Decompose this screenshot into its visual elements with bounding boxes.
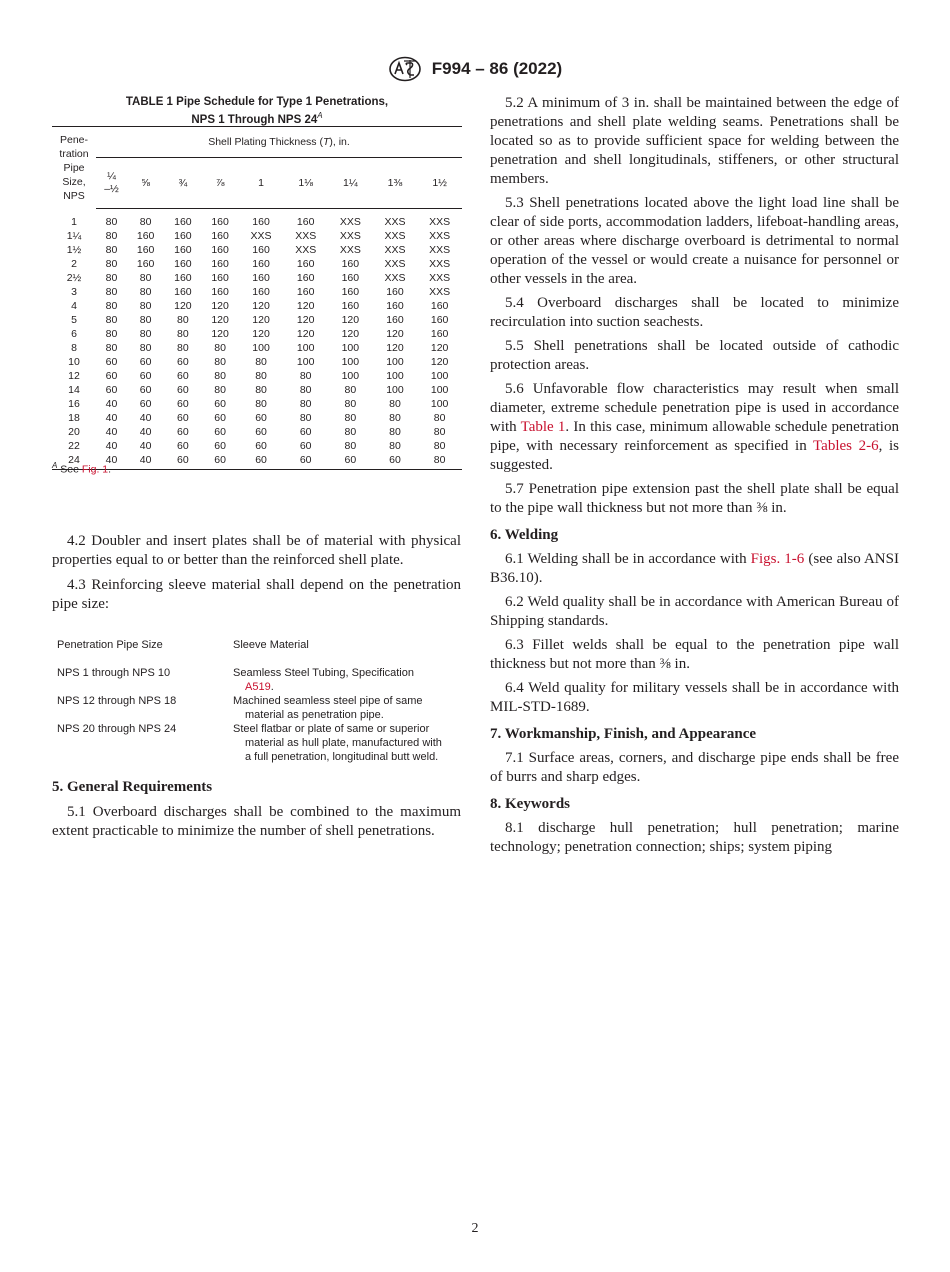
schedule-cell: 60 (214, 426, 226, 438)
schedule-cell: 80 (433, 426, 446, 438)
table-row (52, 209, 462, 230)
schedule-cell: 160 (252, 258, 270, 270)
section-6-heading: 6. Welding (490, 527, 559, 543)
table1-link[interactable]: Table 1 (520, 419, 566, 435)
schedule-cell: 60 (177, 440, 189, 452)
column-header: 1¼ (328, 158, 373, 209)
schedule-cell: 120 (252, 314, 270, 326)
shell-thickness-header (96, 127, 462, 158)
schedule-cell: 80 (344, 398, 357, 410)
schedule-cell: 60 (177, 398, 189, 410)
pipe-size-cell: 1 (71, 215, 77, 228)
schedule-cell: 60 (255, 412, 267, 424)
schedule-cell: 100 (430, 398, 449, 410)
schedule-cell: 160 (341, 286, 360, 298)
footnote-text: See (57, 463, 82, 476)
pipe-size-cell: 10 (68, 356, 80, 368)
schedule-cell: 80 (433, 440, 446, 452)
schedule-cell: 160 (211, 230, 229, 242)
schedule-cell: 80 (139, 314, 152, 326)
pipe-size-cell: 4 (71, 300, 77, 312)
stub-header-line: Pene- (59, 133, 89, 146)
paragraph-6-2: 6.2 Weld quality shall be in accordance with American Bureau of Shipping standards. (490, 594, 899, 629)
stub-header (52, 127, 96, 209)
schedule-cell: 60 (177, 412, 189, 424)
schedule-cell: 80 (299, 370, 312, 382)
tables-2-6-link[interactable]: Tables 2-6 (813, 438, 879, 454)
schedule-cell: 120 (386, 328, 404, 340)
schedule-cell: 160 (430, 314, 449, 326)
span-header-var: T (322, 136, 330, 148)
document-id: F994 – 86 (2022) (431, 59, 563, 78)
schedule-cell: 80 (344, 384, 357, 396)
schedule-cell: 60 (202, 453, 239, 470)
stub-header-line: Pipe (63, 161, 85, 174)
table-row (52, 327, 462, 341)
sleeve-row (57, 694, 457, 722)
schedule-cell: 80 (299, 412, 312, 424)
schedule-cell: 60 (328, 453, 373, 470)
schedule-cell: 160 (252, 244, 270, 256)
column-header: 1½ (417, 158, 462, 209)
schedule-cell: 160 (296, 216, 315, 228)
schedule-cell: 60 (105, 370, 118, 382)
schedule-cell: 160 (174, 244, 192, 256)
paragraph-6-4: 6.4 Weld quality for military vessels shall be in accordance with MIL-STD-1689. (490, 680, 899, 715)
schedule-cell: 160 (296, 258, 315, 270)
schedule-cell: XXS (429, 244, 451, 256)
column-header-bottom: –½ (104, 183, 119, 195)
schedule-cell: 160 (296, 272, 315, 284)
schedule-cell: 160 (386, 286, 404, 298)
schedule-cell: 160 (211, 216, 229, 228)
schedule-cell: 40 (139, 440, 152, 452)
table-row (52, 243, 462, 257)
paragraph-6-3: 6.3 Fillet welds shall be equal to the penetration pipe wall thickness but not more than ⅜ in. (490, 637, 899, 672)
pipe-size-cell: 20 (68, 426, 80, 438)
schedule-cell: 100 (296, 356, 315, 368)
pipe-size-cell: 8 (71, 342, 77, 354)
column-header: 1 (239, 158, 284, 209)
schedule-cell: 120 (341, 328, 360, 340)
schedule-cell: 120 (430, 356, 449, 368)
schedule-cell: 80 (389, 412, 401, 424)
schedule-cell: 40 (127, 453, 164, 470)
paragraph-6-1 (490, 550, 899, 588)
pipe-size-cell: 6 (71, 328, 77, 340)
schedule-cell: 100 (386, 370, 404, 382)
schedule-cell: 60 (164, 453, 201, 470)
pipe-size-cell: 22 (68, 440, 80, 452)
schedule-cell: 160 (136, 244, 155, 256)
sleeve-material-line: Steel flatbar or plate of same or superior (233, 723, 430, 735)
schedule-cell: 60 (214, 398, 226, 410)
sleeve-header-material: Sleeve Material (233, 639, 309, 651)
schedule-cell: 80 (105, 216, 118, 228)
schedule-cell: 60 (214, 440, 226, 452)
paragraph-5-7: 5.7 Penetration pipe extension past the shell plate shall be equal to the pipe wall thickness but not more than ⅜ in. (490, 481, 899, 516)
paragraph-7-1: 7.1 Surface areas, corners, and discharge pipe ends shall be free of burrs and sharp edges. (490, 750, 899, 785)
footnote-mark: A (52, 461, 58, 470)
astm-logo-icon (388, 56, 422, 82)
schedule-cell: XXS (384, 244, 406, 256)
schedule-cell: 80 (139, 216, 152, 228)
table-row (52, 397, 462, 411)
schedule-cell: 160 (136, 230, 155, 242)
schedule-cell: 60 (299, 426, 312, 438)
schedule-cell: XXS (339, 230, 361, 242)
table-row (52, 313, 462, 327)
schedule-cell: 80 (105, 258, 118, 270)
section-5-heading: 5. General Requirements (52, 779, 213, 795)
table-row (52, 425, 462, 439)
a519-link[interactable]: A519 (245, 681, 271, 693)
schedule-cell: 160 (136, 258, 155, 270)
schedule-cell: 120 (430, 342, 449, 354)
schedule-cell: XXS (295, 230, 317, 242)
schedule-cell: 60 (214, 412, 226, 424)
schedule-cell: 60 (139, 356, 152, 368)
sleeve-material-table (57, 638, 457, 764)
table-note-mark: A (317, 111, 323, 120)
table-footnote (52, 461, 111, 476)
schedule-cell: XXS (429, 230, 451, 242)
schedule-cell: 60 (373, 453, 418, 470)
schedule-cell: 60 (283, 453, 328, 470)
schedule-cell: 60 (139, 398, 152, 410)
column-header: 1⅜ (373, 158, 418, 209)
fig1-link[interactable]: Fig. 1 (81, 463, 109, 476)
schedule-cell: 100 (430, 384, 449, 396)
schedule-cell: 60 (255, 426, 267, 438)
schedule-cell: 100 (296, 342, 315, 354)
table-row (52, 271, 462, 285)
schedule-cell: 60 (177, 370, 189, 382)
schedule-cell: XXS (429, 272, 451, 284)
schedule-cell: 80 (299, 398, 312, 410)
sleeve-size: NPS 12 through NPS 18 (57, 695, 177, 707)
section-5-left (52, 778, 461, 841)
column-header: ⅝ (127, 158, 164, 209)
schedule-cell: 40 (139, 412, 152, 424)
sleeve-material (233, 666, 457, 694)
schedule-cell: XXS (384, 272, 406, 284)
table-row (52, 453, 462, 470)
schedule-cell: 80 (177, 314, 189, 326)
section-8-heading: 8. Keywords (490, 796, 570, 812)
schedule-cell: 80 (417, 453, 462, 470)
right-column (490, 94, 899, 857)
schedule-cell: XXS (384, 258, 406, 270)
schedule-cell: 80 (139, 300, 152, 312)
pipe-size-cell: 1¼ (66, 230, 82, 242)
schedule-cell: 60 (255, 440, 267, 452)
schedule-cell: 120 (252, 300, 270, 312)
paragraph-5-6-text: . In this case, minimum allowable schedule penetration pipe, with necessary reinforcement as specified in (490, 419, 899, 454)
table-row (52, 439, 462, 453)
schedule-cell: XXS (339, 244, 361, 256)
table-caption-line2 (52, 109, 462, 127)
page-number: 2 (471, 1221, 479, 1236)
schedule-cell: 60 (299, 440, 312, 452)
schedule-cell: XXS (295, 244, 317, 256)
schedule-cell: 160 (341, 272, 360, 284)
schedule-cell: 80 (389, 440, 401, 452)
schedule-cell: 100 (341, 370, 360, 382)
schedule-cell: 100 (341, 342, 360, 354)
schedule-cell: 80 (105, 286, 118, 298)
stub-header-line: NPS (63, 189, 85, 202)
schedule-cell: 80 (389, 398, 401, 410)
pipe-size-cell: 16 (68, 398, 80, 410)
schedule-cell: 40 (96, 453, 127, 470)
section-7-heading: 7. Workmanship, Finish, and Appearance (490, 726, 757, 742)
schedule-cell: 40 (105, 440, 118, 452)
schedule-cell: 120 (211, 314, 229, 326)
schedule-cell: 80 (255, 370, 267, 382)
schedule-cell: 120 (296, 300, 315, 312)
schedule-cell: 60 (239, 453, 284, 470)
column-header (96, 158, 127, 209)
schedule-cell: 120 (211, 328, 229, 340)
pipe-size-cell: 14 (68, 384, 80, 396)
table-row (52, 257, 462, 271)
table-caption (52, 95, 462, 127)
schedule-cell: 160 (386, 314, 404, 326)
schedule-cell: 160 (174, 230, 192, 242)
paragraph-5-2: 5.2 A minimum of 3 in. shall be maintained between the edge of penetrations and shell plate welding seams. Penetrations shall be located so as to provide sufficient space for welding between the penetration and shell longitudinals, stiffeners, or other structural members. (490, 95, 899, 187)
sleeve-material-line: a full penetration, longitudinal butt weld. (245, 751, 439, 763)
schedule-cell: 40 (105, 398, 118, 410)
paragraph-5-4: 5.4 Overboard discharges shall be located to minimize recirculation into suction seachests. (490, 295, 899, 330)
span-header-suffix: ), in. (329, 136, 350, 148)
sleeve-row (57, 666, 457, 694)
column-header: ¾ (164, 158, 201, 209)
schedule-cell: 80 (214, 370, 226, 382)
sleeve-material-line: material as hull plate, manufactured with (245, 737, 442, 749)
schedule-cell: 80 (389, 426, 401, 438)
schedule-cell: 160 (211, 258, 229, 270)
table-row (52, 383, 462, 397)
schedule-cell: 80 (139, 286, 152, 298)
paragraph-5-6-text: 5.6 Unfavorable flow characteristics may result when small diameter, extreme schedule penetration pipe is used in accordance with (490, 381, 899, 435)
schedule-cell: 100 (386, 356, 404, 368)
schedule-cell: XXS (429, 258, 451, 270)
column-header: 1⅛ (283, 158, 328, 209)
schedule-cell: 80 (255, 356, 267, 368)
pipe-size-cell: 3 (71, 286, 77, 298)
paragraph-5-6 (490, 380, 899, 475)
schedule-cell: 120 (341, 314, 360, 326)
sleeve-size: NPS 20 through NPS 24 (57, 723, 177, 735)
schedule-cell: 120 (386, 342, 404, 354)
schedule-cell: 80 (139, 328, 152, 340)
span-header-prefix: Shell Plating Thickness ( (208, 136, 323, 148)
schedule-cell: 60 (177, 356, 189, 368)
paragraph-5-3: 5.3 Shell penetrations located above the light load line shall be clear of side ports, accommodation ladders, lifeboat-handling areas, or other areas where discharge overboard is detrimental to normal operation of the vessel or would create a nuisance for personnel or other vessels in the area. (490, 195, 899, 287)
schedule-cell: 80 (139, 272, 152, 284)
sleeve-material (233, 694, 457, 722)
table-row (52, 341, 462, 355)
schedule-cell: 80 (344, 412, 357, 424)
table-row (52, 355, 462, 369)
schedule-cell: 160 (174, 286, 192, 298)
table-caption-line2-text: NPS 1 Through NPS 24 (191, 113, 318, 126)
schedule-cell: 160 (211, 244, 229, 256)
table-row (52, 229, 462, 243)
schedule-cell: 60 (105, 384, 118, 396)
schedule-cell: 160 (341, 300, 360, 312)
schedule-cell: 60 (139, 384, 152, 396)
table-caption-line1: TABLE 1 Pipe Schedule for Type 1 Penetrations, (125, 96, 389, 108)
schedule-cell: 120 (252, 328, 270, 340)
footnote-end: . (108, 463, 112, 476)
schedule-cell: 160 (341, 258, 360, 270)
sleeve-material-end: . (270, 681, 274, 693)
schedule-cell: 60 (177, 384, 189, 396)
sleeve-material-line: Machined seamless steel pipe of same (233, 695, 423, 707)
stub-header-line: tration (59, 147, 89, 160)
paragraph-5-5: 5.5 Shell penetrations shall be located outside of cathodic protection areas. (490, 338, 899, 373)
paragraph-4-2: 4.2 Doubler and insert plates shall be of material with physical properties equal to or better than the reinforced shell plate. (52, 533, 461, 568)
schedule-cell: 40 (105, 426, 118, 438)
schedule-cell: 100 (430, 370, 449, 382)
schedule-cell: 80 (344, 440, 357, 452)
paragraph-6-1-text: (see also ANSI B36.10). (490, 551, 899, 586)
schedule-cell: 100 (386, 384, 404, 396)
pipe-size-cell: 5 (71, 314, 77, 326)
sleeve-header-size: Penetration Pipe Size (57, 639, 163, 651)
schedule-cell: 160 (211, 272, 229, 284)
paragraph-6-1-text: 6.1 Welding shall be in accordance with (505, 551, 751, 567)
schedule-cell: 80 (105, 230, 118, 242)
schedule-cell: 160 (296, 286, 315, 298)
schedule-cell: 60 (177, 426, 189, 438)
schedule-cell: 80 (139, 342, 152, 354)
schedule-cell: 160 (252, 216, 270, 228)
schedule-cell: 60 (105, 356, 118, 368)
pipe-size-cell: 2½ (66, 272, 82, 284)
schedule-cell: 80 (177, 342, 189, 354)
paragraph-5-1: 5.1 Overboard discharges shall be combined to the maximum extent practicable to minimize the number of shell penetrations. (52, 804, 461, 839)
schedule-cell: 80 (433, 412, 446, 424)
stub-header-line: Size, (62, 175, 86, 188)
sleeve-material (233, 722, 457, 764)
schedule-cell: XXS (339, 216, 361, 228)
schedule-cell: 80 (344, 426, 357, 438)
schedule-cell: 160 (174, 258, 192, 270)
schedule-cell: 100 (252, 342, 270, 354)
schedule-cell: 80 (299, 384, 312, 396)
pipe-size-cell: 12 (68, 370, 80, 382)
paragraph-4-3: 4.3 Reinforcing sleeve material shall depend on the penetration pipe size: (52, 577, 461, 612)
schedule-cell: 80 (255, 398, 267, 410)
table-row (52, 285, 462, 299)
schedule-cell: XXS (250, 230, 272, 242)
column-header-top: ¼ (107, 170, 116, 182)
figs-1-6-link[interactable]: Figs. 1-6 (750, 551, 805, 567)
pipe-schedule-table (52, 126, 462, 470)
sleeve-material-line: material as penetration pipe. (245, 709, 384, 721)
schedule-cell: 80 (214, 384, 226, 396)
schedule-cell: 120 (296, 314, 315, 326)
schedule-cell: 160 (252, 272, 270, 284)
pipe-size-cell: 2 (71, 258, 77, 270)
schedule-cell: 80 (214, 342, 226, 354)
schedule-cell: 80 (105, 328, 118, 340)
schedule-cell: 80 (105, 300, 118, 312)
schedule-cell: 80 (105, 314, 118, 326)
pipe-size-cell: 18 (68, 412, 80, 424)
schedule-cell: XXS (384, 216, 406, 228)
schedule-cell: 160 (430, 328, 449, 340)
schedule-cell: 160 (174, 272, 192, 284)
schedule-cell: XXS (429, 216, 451, 228)
schedule-cell: 120 (211, 300, 229, 312)
schedule-cell: 60 (139, 370, 152, 382)
schedule-cell: 80 (105, 272, 118, 284)
pipe-size-cell: 1½ (66, 244, 82, 256)
sleeve-size: NPS 1 through NPS 10 (57, 667, 171, 679)
sleeve-material-line: Seamless Steel Tubing, Specification (233, 667, 414, 679)
schedule-cell: 120 (296, 328, 315, 340)
schedule-cell: 160 (430, 300, 449, 312)
schedule-cell: 80 (214, 356, 226, 368)
section-4-block (52, 532, 461, 614)
schedule-cell: XXS (384, 230, 406, 242)
schedule-cell: 80 (255, 384, 267, 396)
paragraph-8-1: 8.1 discharge hull penetration; hull penetration; marine technology; penetration connection; ships; system piping (490, 820, 899, 855)
table-row (52, 411, 462, 425)
paragraph-5-6-text: , is suggested. (490, 438, 899, 473)
sleeve-header-row (57, 638, 457, 666)
schedule-cell: XXS (429, 286, 451, 298)
schedule-cell: 40 (105, 412, 118, 424)
table-row (52, 299, 462, 313)
schedule-cell: 160 (174, 216, 192, 228)
schedule-cell: 160 (252, 286, 270, 298)
schedule-cell: 160 (386, 300, 404, 312)
pipe-size-cell: 24 (52, 453, 96, 470)
page-header (0, 56, 950, 82)
sleeve-row (57, 722, 457, 764)
schedule-cell: 160 (211, 286, 229, 298)
schedule-cell: 80 (105, 244, 118, 256)
sleeve-material-line (233, 680, 457, 694)
schedule-cell: 120 (174, 300, 192, 312)
schedule-cell: 80 (177, 328, 189, 340)
schedule-cell: 80 (105, 342, 118, 354)
table-row (52, 369, 462, 383)
schedule-cell: 100 (341, 356, 360, 368)
schedule-cell: 40 (139, 426, 152, 438)
column-header: ⅞ (202, 158, 239, 209)
